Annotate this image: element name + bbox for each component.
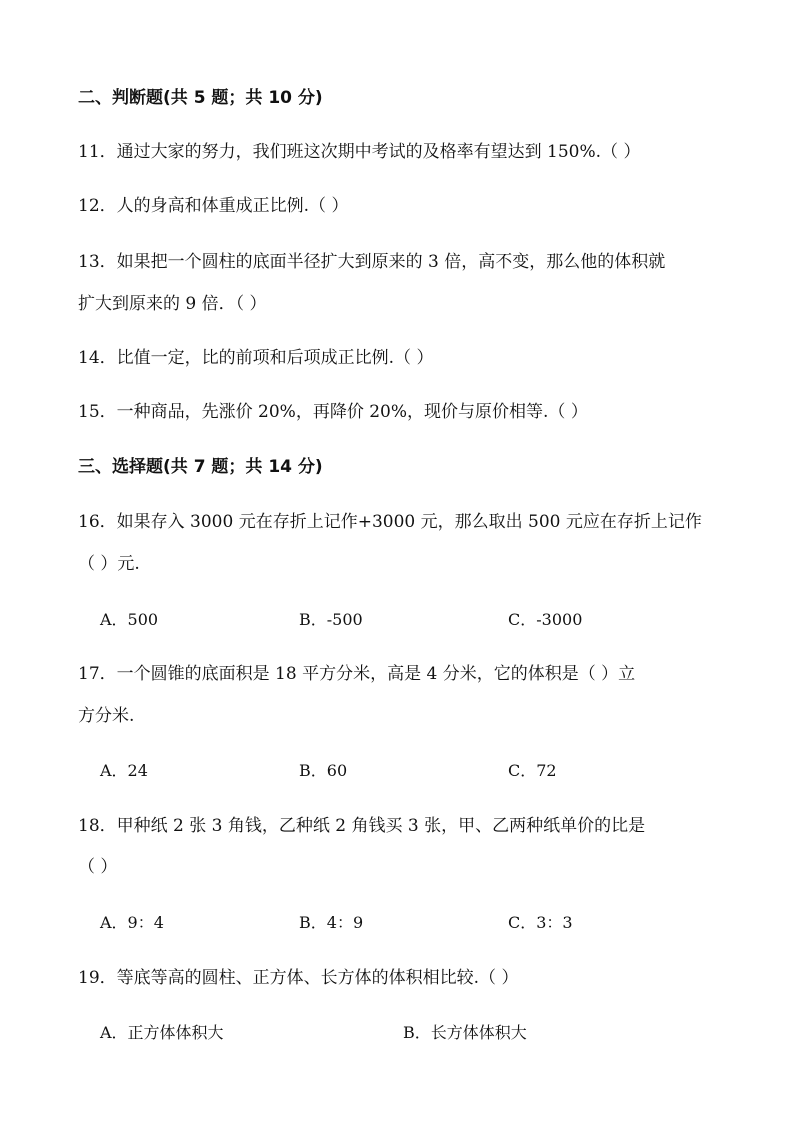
section-heading-judgment: 二、判断题(共 5 题；共 10 分): [78, 88, 323, 108]
question-18-line-2: （ ）: [78, 857, 118, 877]
question-19-option-a: A．正方体体积大: [100, 1023, 224, 1042]
question-19: 19．等底等高的圆柱、正方体、长方体的体积相比较.（ ）: [78, 968, 519, 988]
question-18-option-c: C．3：3: [508, 913, 573, 932]
question-15: 15．一种商品，先涨价 20%，再降价 20%，现价与原价相等.（ ）: [78, 402, 588, 422]
question-14: 14．比值一定，比的前项和后项成正比例.（ ）: [78, 348, 434, 368]
question-13-line-2: 扩大到原来的 9 倍．（ ）: [78, 294, 267, 314]
question-16-option-b: B．-500: [299, 610, 363, 629]
question-11: 11．通过大家的努力，我们班这次期中考试的及格率有望达到 150%.（ ）: [78, 142, 641, 162]
section-heading-choice: 三、选择题(共 7 题；共 14 分): [78, 457, 323, 477]
question-18-line-1: 18．甲种纸 2 张 3 角钱，乙种纸 2 角钱买 3 张，甲、乙两种纸单价的比是: [78, 816, 646, 836]
question-16-line-2: （ ）元.: [78, 554, 140, 574]
question-17-option-b: B．60: [299, 761, 348, 780]
question-17-option-c: C．72: [508, 761, 557, 780]
question-17-line-2: 方分米.: [78, 706, 135, 726]
question-17-line-1: 17．一个圆锥的底面积是 18 平方分米，高是 4 分米，它的体积是（ ）立: [78, 664, 636, 684]
question-13-line-1: 13．如果把一个圆柱的底面半径扩大到原来的 3 倍，高不变，那么他的体积就: [78, 252, 666, 272]
question-19-option-b: B．长方体体积大: [403, 1023, 527, 1042]
question-18-option-a: A．9：4: [100, 913, 164, 932]
question-16-line-1: 16．如果存入 3000 元在存折上记作+3000 元，那么取出 500 元应在存折上记作: [78, 512, 702, 532]
question-16-option-c: C．-3000: [508, 610, 583, 629]
question-17-option-a: A．24: [100, 761, 148, 780]
question-12: 12．人的身高和体重成正比例.（ ）: [78, 196, 349, 216]
question-18-option-b: B．4：9: [299, 913, 364, 932]
question-16-option-a: A．500: [100, 610, 159, 629]
